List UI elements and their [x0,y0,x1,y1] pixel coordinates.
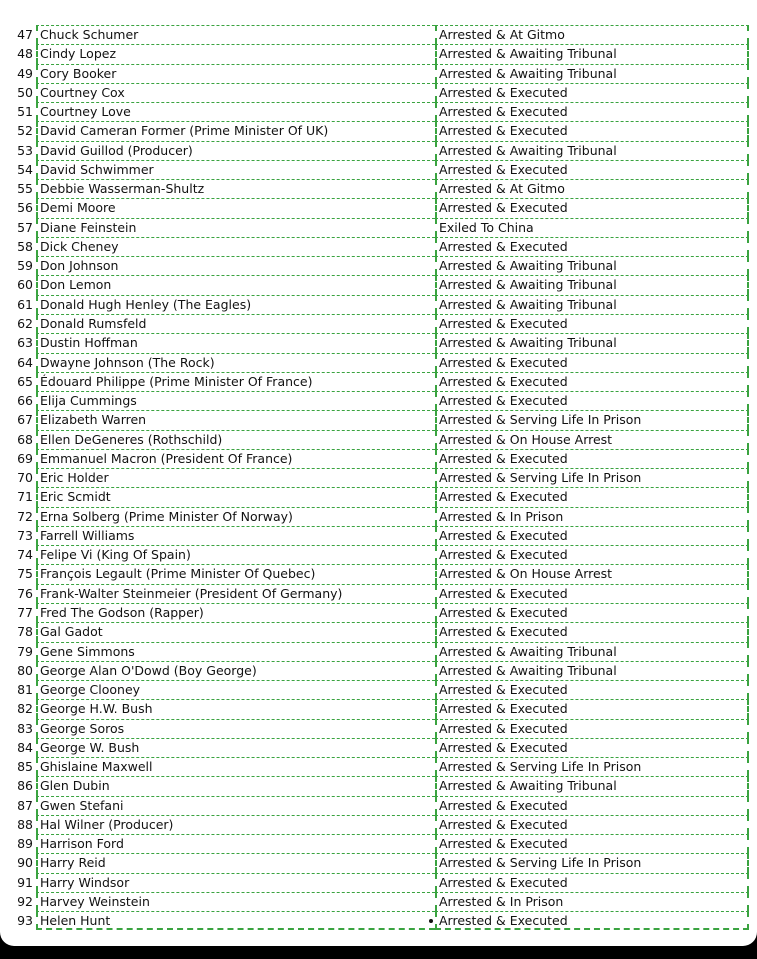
name-cell[interactable] [36,160,435,179]
row-number: 68 [17,431,33,447]
table-row [0,853,757,872]
row-number: 58 [17,238,33,254]
table-row [0,661,757,680]
status-cell[interactable]: Arrested & Executed [435,121,749,140]
status-cell[interactable]: Exiled To China [435,218,749,237]
table-row [0,584,757,603]
name-text: Courtney Love [40,104,131,120]
table-row [0,911,757,930]
row-number: 59 [17,258,33,274]
data-table [0,25,757,930]
table-row [0,815,757,834]
name-text: Felipe Vi (King Of Spain) [40,547,191,563]
name-text: Harry Windsor [40,874,130,890]
row-number: 91 [17,874,33,890]
table-row [0,44,757,63]
row-number: 74 [17,547,33,563]
name-cell[interactable] [36,295,435,314]
status-cell[interactable]: Arrested & Executed [435,622,749,641]
name-cell[interactable] [36,179,435,198]
status-cell[interactable]: Arrested & Executed [435,680,749,699]
table-row [0,699,757,718]
name-cell[interactable] [36,430,435,449]
name-text: Diane Feinstein [40,219,137,235]
name-cell[interactable] [36,853,435,872]
table-row [0,680,757,699]
name-text: Helen Hunt [40,913,111,929]
name-text: David Cameran Former (Prime Minister Of UK) [40,123,329,139]
name-cell[interactable] [36,661,435,680]
row-number: 48 [17,46,33,62]
row-number: 50 [17,84,33,100]
status-cell[interactable]: Arrested & Awaiting Tribunal [435,333,749,352]
row-number: 67 [17,412,33,428]
name-cell[interactable] [36,44,435,63]
table-row [0,834,757,853]
status-cell[interactable]: Arrested & Executed [435,487,749,506]
cursor-dot-icon [429,919,433,923]
status-cell[interactable]: Arrested & Executed [435,796,749,815]
table-row [0,507,757,526]
row-number: 53 [17,142,33,158]
name-text: Frank-Walter Steinmeier (President Of Germany) [40,585,343,601]
table-row [0,545,757,564]
name-cell[interactable] [36,121,435,140]
row-number: 49 [17,65,33,81]
row-number: 93 [17,913,33,929]
name-text: Elizabeth Warren [40,412,147,428]
table-row [0,564,757,583]
name-text: Dustin Hoffman [40,335,138,351]
name-cell[interactable] [36,776,435,795]
name-text: David Schwimmer [40,161,154,177]
table-row [0,121,757,140]
status-cell[interactable]: Arrested & Executed [435,391,749,410]
table-row [0,198,757,217]
row-number: 52 [17,123,33,139]
status-cell[interactable]: Arrested & Executed [435,699,749,718]
status-cell[interactable]: Arrested & On House Arrest [435,564,749,583]
name-cell[interactable] [36,64,435,83]
status-cell[interactable]: Arrested & Executed [435,102,749,121]
status-cell[interactable]: Arrested & Executed [435,911,749,930]
name-cell[interactable] [36,584,435,603]
table-row [0,603,757,622]
name-cell[interactable] [36,25,435,44]
name-cell[interactable] [36,564,435,583]
status-cell[interactable]: Arrested & Executed [435,353,749,372]
name-text: Donald Rumsfeld [40,315,147,331]
status-cell[interactable]: Arrested & Awaiting Tribunal [435,275,749,294]
row-number: 62 [17,315,33,331]
row-number: 70 [17,470,33,486]
name-text: George Soros [40,720,125,736]
status-cell[interactable]: Arrested & Awaiting Tribunal [435,776,749,795]
table-row [0,102,757,121]
row-number: 92 [17,893,33,909]
name-cell[interactable] [36,391,435,410]
table-row [0,468,757,487]
status-cell[interactable]: Arrested & Awaiting Tribunal [435,256,749,275]
name-text: Don Lemon [40,277,112,293]
status-cell[interactable]: Arrested & Executed [435,526,749,545]
row-number: 81 [17,682,33,698]
name-cell[interactable] [36,622,435,641]
table-row [0,179,757,198]
status-cell[interactable]: Arrested & Serving Life In Prison [435,757,749,776]
row-number: 64 [17,354,33,370]
status-cell[interactable]: Arrested & Awaiting Tribunal [435,295,749,314]
name-cell[interactable] [36,372,435,391]
row-number: 71 [17,489,33,505]
name-cell[interactable] [36,275,435,294]
table-row [0,487,757,506]
status-cell[interactable]: Arrested & Executed [435,545,749,564]
row-number: 80 [17,662,33,678]
name-text: Glen Dubin [40,778,110,794]
name-cell[interactable] [36,545,435,564]
table-row [0,237,757,256]
status-cell[interactable]: Arrested & Serving Life In Prison [435,468,749,487]
row-number: 61 [17,296,33,312]
name-text: Chuck Schumer [40,27,139,42]
status-cell[interactable]: Arrested & At Gitmo [435,25,749,44]
name-cell[interactable] [36,102,435,121]
name-text: Dwayne Johnson (The Rock) [40,354,215,370]
name-text: Debbie Wasserman-Shultz [40,181,205,197]
name-cell[interactable] [36,834,435,853]
table-row [0,719,757,738]
name-cell[interactable] [36,738,435,757]
name-cell[interactable] [36,873,435,892]
name-text: Demi Moore [40,200,116,216]
table-row [0,410,757,429]
status-cell[interactable]: Arrested & Awaiting Tribunal [435,661,749,680]
table-row [0,353,757,372]
table-row [0,776,757,795]
status-cell[interactable]: Arrested & Awaiting Tribunal [435,64,749,83]
table-row [0,738,757,757]
name-text: Cory Booker [40,65,117,81]
name-text: Édouard Philippe (Prime Minister Of France) [40,373,313,389]
row-number: 90 [17,855,33,871]
name-text: Elija Cummings [40,393,137,409]
name-cell[interactable] [36,333,435,352]
row-number: 78 [17,624,33,640]
name-cell[interactable] [36,468,435,487]
status-cell[interactable]: Arrested & Executed [435,237,749,256]
table-row [0,391,757,410]
row-number: 89 [17,836,33,852]
row-number: 72 [17,508,33,524]
status-cell[interactable]: Arrested & Executed [435,603,749,622]
status-cell[interactable]: Arrested & Executed [435,160,749,179]
table-row [0,256,757,275]
name-text: Donald Hugh Henley (The Eagles) [40,296,252,312]
status-cell[interactable]: Arrested & Awaiting Tribunal [435,642,749,661]
name-cell[interactable] [36,507,435,526]
row-number: 75 [17,566,33,582]
status-cell[interactable]: Arrested & Serving Life In Prison [435,853,749,872]
name-cell[interactable] [36,218,435,237]
status-cell[interactable]: Arrested & Executed [435,738,749,757]
name-text: Harvey Weinstein [40,893,150,909]
name-text: Farrell Williams [40,527,135,543]
status-cell[interactable]: Arrested & Executed [435,584,749,603]
name-text: Emmanuel Macron (President Of France) [40,450,293,466]
status-cell[interactable]: Arrested & Awaiting Tribunal [435,44,749,63]
table-row [0,218,757,237]
name-text: George H.W. Bush [40,701,153,717]
name-cell[interactable] [36,892,435,911]
status-cell[interactable]: Arrested & In Prison [435,892,749,911]
name-text: Gene Simmons [40,643,135,659]
name-cell[interactable] [36,141,435,160]
status-cell[interactable]: Arrested & Executed [435,719,749,738]
table-row [0,295,757,314]
table-row [0,64,757,83]
status-cell[interactable]: Arrested & Executed [435,834,749,853]
row-number: 54 [17,161,33,177]
row-number: 85 [17,759,33,775]
row-number: 66 [17,393,33,409]
name-text: Gal Gadot [40,624,103,640]
row-number: 63 [17,335,33,351]
row-number: 60 [17,277,33,293]
name-text: Don Johnson [40,258,119,274]
name-cell[interactable] [36,603,435,622]
name-cell[interactable] [36,410,435,429]
table-row [0,757,757,776]
name-cell[interactable] [36,449,435,468]
table-row [0,622,757,641]
name-text: George Clooney [40,682,141,698]
table-row [0,449,757,468]
name-text: Eric Scmidt [40,489,111,505]
table-row [0,141,757,160]
row-number: 77 [17,604,33,620]
name-cell[interactable] [36,719,435,738]
table-row [0,430,757,449]
name-text: David Guillod (Producer) [40,142,193,158]
status-cell[interactable]: Arrested & Executed [435,83,749,102]
name-cell[interactable] [36,642,435,661]
table-row [0,275,757,294]
row-number: 88 [17,816,33,832]
row-number: 84 [17,739,33,755]
row-number: 83 [17,720,33,736]
status-cell[interactable]: Arrested & On House Arrest [435,430,749,449]
name-text: Ellen DeGeneres (Rothschild) [40,431,223,447]
name-text: Erna Solberg (Prime Minister Of Norway) [40,508,293,524]
table-row [0,892,757,911]
status-cell[interactable]: Arrested & Executed [435,314,749,333]
name-cell[interactable] [36,526,435,545]
table-row [0,83,757,102]
name-text: Fred The Godson (Rapper) [40,604,204,620]
name-text: Gwen Stefani [40,797,124,813]
status-cell[interactable]: Arrested & At Gitmo [435,179,749,198]
row-number: 79 [17,643,33,659]
status-cell[interactable]: Arrested & Executed [435,198,749,217]
name-cell[interactable] [36,353,435,372]
row-number: 76 [17,585,33,601]
status-cell[interactable]: Arrested & Executed [435,449,749,468]
row-number: 51 [17,104,33,120]
status-cell[interactable]: Arrested & Executed [435,873,749,892]
name-text: Harry Reid [40,855,106,871]
table-row [0,642,757,661]
row-number: 87 [17,797,33,813]
name-text: Hal Wilner (Producer) [40,816,174,832]
row-number: 47 [17,27,33,42]
status-cell[interactable]: Arrested & Executed [435,372,749,391]
name-cell[interactable] [36,314,435,333]
row-number: 82 [17,701,33,717]
table-row [0,873,757,892]
table-row [0,25,757,44]
table-row [0,796,757,815]
name-text: Dick Cheney [40,238,119,254]
table-row [0,526,757,545]
row-number: 69 [17,450,33,466]
row-number: 86 [17,778,33,794]
table-row [0,372,757,391]
name-text: Eric Holder [40,470,109,486]
name-cell[interactable] [36,83,435,102]
name-cell[interactable] [36,237,435,256]
table-row [0,314,757,333]
row-number: 57 [17,219,33,235]
name-text: Ghislaine Maxwell [40,759,153,775]
row-number: 55 [17,181,33,197]
name-cell[interactable] [36,680,435,699]
status-cell[interactable]: Arrested & In Prison [435,507,749,526]
name-cell[interactable] [36,911,435,930]
name-text: Cindy Lopez [40,46,117,62]
table-row [0,160,757,179]
name-text: Harrison Ford [40,836,124,852]
status-cell[interactable]: Arrested & Serving Life In Prison [435,410,749,429]
name-cell[interactable] [36,487,435,506]
name-cell[interactable] [36,757,435,776]
row-number: 65 [17,373,33,389]
name-cell[interactable] [36,699,435,718]
name-cell[interactable] [36,815,435,834]
name-text: George Alan O'Dowd (Boy George) [40,662,257,678]
status-cell[interactable]: Arrested & Awaiting Tribunal [435,141,749,160]
name-text: François Legault (Prime Minister Of Quebec) [40,566,316,582]
name-text: Courtney Cox [40,84,125,100]
name-cell[interactable] [36,198,435,217]
status-cell[interactable]: Arrested & Executed [435,815,749,834]
table-row [0,333,757,352]
name-cell[interactable] [36,256,435,275]
row-number: 73 [17,527,33,543]
name-text: George W. Bush [40,739,140,755]
name-cell[interactable] [36,796,435,815]
row-number: 56 [17,200,33,216]
